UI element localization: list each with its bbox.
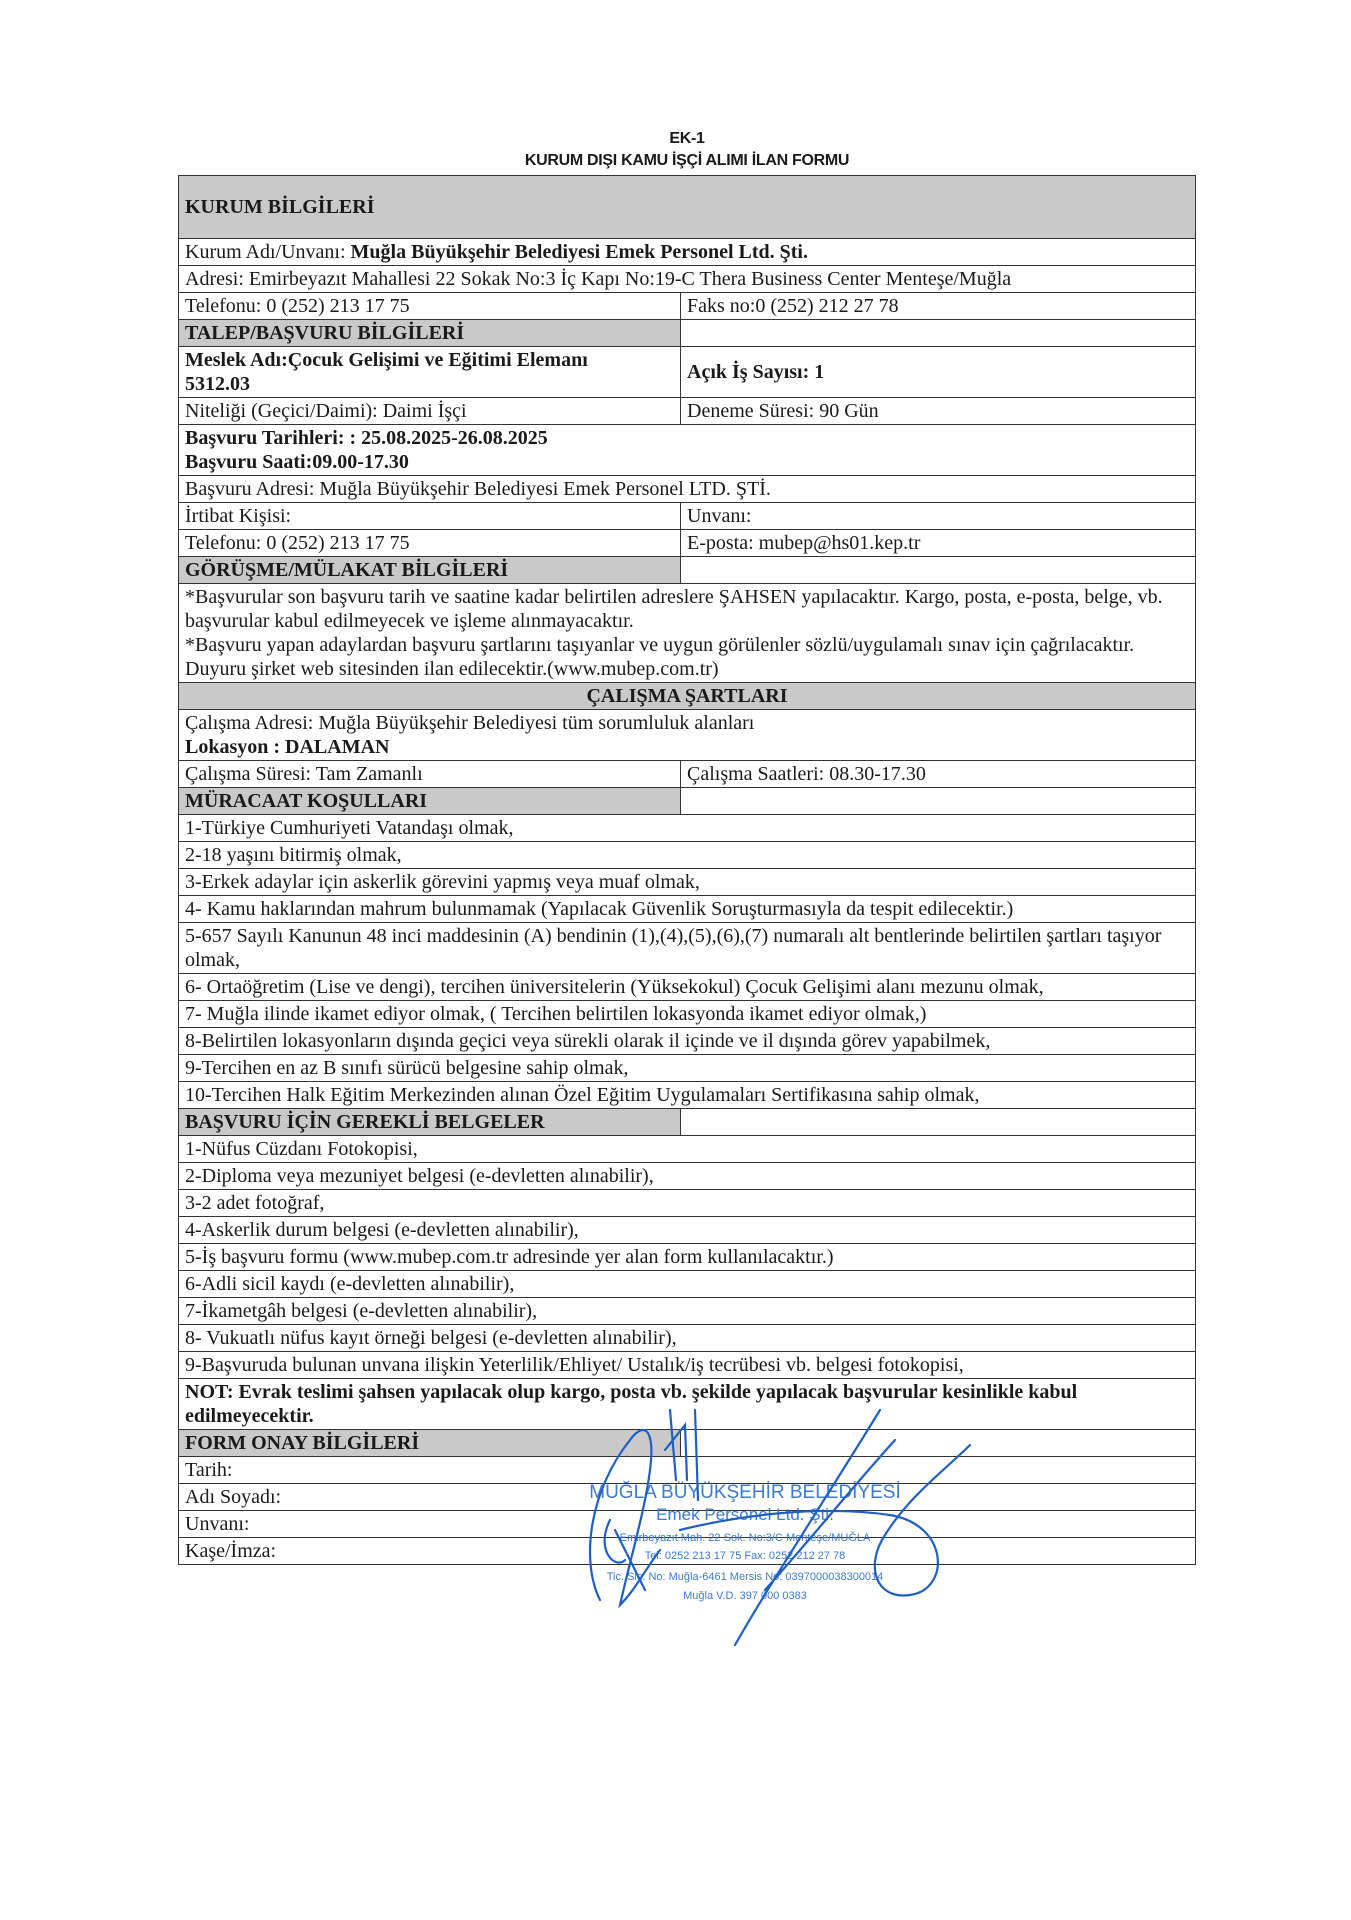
- list-item: 8-Belirtilen lokasyonların dışında geçici veya sürekli olarak il içinde ve il dışında görev yapabilmek,: [179, 1028, 1196, 1055]
- approval-name: Adı Soyadı:: [179, 1484, 1196, 1511]
- contact-title: Unvanı:: [681, 503, 1196, 530]
- phone: Telefonu: 0 (252) 213 17 75: [179, 293, 681, 320]
- application-dates: Başvuru Tarihleri: : 25.08.2025-26.08.2025: [185, 427, 548, 449]
- application-hours: Başvuru Saati:09.00-17.30: [185, 451, 409, 473]
- list-item: 7-İkametgâh belgesi (e-devletten alınabilir),: [179, 1298, 1196, 1325]
- condition-row: [179, 1001, 1196, 1028]
- annex-label: EK-1: [669, 130, 705, 147]
- stamp-line: Muğla V.D. 397 000 0383: [683, 1590, 807, 1602]
- work-duration: Çalışma Süresi: Tam Zamanlı: [179, 761, 681, 788]
- section-header: MÜRACAAT KOŞULLARI: [179, 788, 681, 815]
- nature: Niteliği (Geçici/Daimi): Daimi İşçi: [179, 398, 681, 425]
- approval-title: Unvanı:: [179, 1511, 1196, 1538]
- document-row: [179, 1352, 1196, 1379]
- list-item: 6- Ortaöğretim (Lise ve dengi), tercihen üniversitelerin (Yüksekokul) Çocuk Gelişimi alanı mezunu olmak,: [179, 974, 1196, 1001]
- section-muracaat: [179, 788, 1196, 815]
- note-text: NOT: Evrak teslimi şahsen yapılacak olup kargo, posta vb. şekilde yapılacak başvurular kesinlikle kabul edilmeyecektir.: [185, 1381, 1078, 1427]
- section-header: GÖRÜŞME/MÜLAKAT BİLGİLERİ: [179, 557, 681, 584]
- condition-row: [179, 1082, 1196, 1109]
- address: Adresi: Emirbeyazıt Mahallesi 22 Sokak No:3 İç Kapı No:19-C Thera Business Center Menteşe/Muğla: [179, 266, 1196, 293]
- row-dates: [179, 425, 1196, 476]
- list-item: 9-Başvuruda bulunan unvana ilişkin Yeterlilik/Ehliyet/ Ustalık/iş tecrübesi vb. belgesi fotokopisi,: [179, 1352, 1196, 1379]
- stamp-line: Tic. Sic. No: Muğla-6461 Mersis No: 0397000038300014: [606, 1571, 884, 1583]
- section-belgeler: [179, 1109, 1196, 1136]
- section-header: ÇALIŞMA ŞARTLARI: [179, 683, 1196, 710]
- condition-row: [179, 896, 1196, 923]
- contact-phone: Telefonu: 0 (252) 213 17 75: [179, 530, 681, 557]
- document-row: [179, 1325, 1196, 1352]
- occupation: Meslek Adı:Çocuk Gelişimi ve Eğitimi Elemanı: [185, 349, 588, 371]
- section-header: FORM ONAY BİLGİLERİ: [179, 1430, 681, 1457]
- section-gorusme: [179, 557, 1196, 584]
- section-calisma: [179, 683, 1196, 710]
- condition-row: [179, 842, 1196, 869]
- list-item: 7- Muğla ilinde ikamet ediyor olmak, ( Tercihen belirtilen lokasyonda ikamet ediyor olmak,): [179, 1001, 1196, 1028]
- document-row: [179, 1271, 1196, 1298]
- form-title: KURUM DIŞI KAMU İŞÇİ ALIMI İLAN FORMU: [524, 152, 850, 169]
- section-header: BAŞVURU İÇİN GEREKLİ BELGELER: [179, 1109, 681, 1136]
- section-header: TALEP/BAŞVURU BİLGİLERİ: [179, 320, 681, 347]
- condition-row: [179, 923, 1196, 974]
- stamp-line: Emirbeyazıt Mah. 22 Sok. No:3/C Menteşe/MUĞLA: [619, 1532, 871, 1544]
- row-phone-fax: [179, 293, 1196, 320]
- row-interview-info: [179, 584, 1196, 683]
- institution-name: Muğla Büyükşehir Belediyesi Emek Personel Ltd. Şti.: [350, 241, 808, 263]
- approval-date: Tarih:: [179, 1457, 1196, 1484]
- occupation-code: 5312.03: [185, 373, 250, 395]
- condition-row: [179, 1055, 1196, 1082]
- list-item: 2-18 yaşını bitirmiş olmak,: [179, 842, 1196, 869]
- application-address: Başvuru Adresi: Muğla Büyükşehir Belediyesi Emek Personel LTD. ŞTİ.: [179, 476, 1196, 503]
- probation: Deneme Süresi: 90 Gün: [681, 398, 1196, 425]
- list-item: 2-Diploma veya mezuniyet belgesi (e-devletten alınabilir),: [179, 1163, 1196, 1190]
- section-header: KURUM BİLGİLERİ: [179, 176, 1196, 239]
- condition-row: [179, 1028, 1196, 1055]
- condition-row: [179, 869, 1196, 896]
- approval-stamp-signature: Kaşe/İmza:: [179, 1538, 1196, 1565]
- work-hours: Çalışma Saatleri: 08.30-17.30: [681, 761, 1196, 788]
- list-item: 3-Erkek adaylar için askerlik görevini yapmış veya muaf olmak,: [179, 869, 1196, 896]
- list-item: 4- Kamu haklarından mahrum bulunmamak (Yapılacak Güvenlik Soruşturmasıyla da tespit edilecektir.): [179, 896, 1196, 923]
- contact-person: İrtibat Kişisi:: [179, 503, 681, 530]
- row-contact: [179, 503, 1196, 530]
- list-item: 1-Nüfus Cüzdanı Fotokopisi,: [179, 1136, 1196, 1163]
- list-item: 6-Adli sicil kaydı (e-devletten alınabilir),: [179, 1271, 1196, 1298]
- list-item: 5-İş başvuru formu (www.mubep.com.tr adresinde yer alan form kullanılacaktır.): [179, 1244, 1196, 1271]
- open-positions: Açık İş Sayısı: 1: [687, 361, 825, 383]
- section-kurum: [179, 176, 1196, 239]
- list-item: 5-657 Sayılı Kanunun 48 inci maddesinin (A) bendinin (1),(4),(5),(6),(7) numaralı alt bentlerinde belirtilen şartları taşıyor olmak,: [179, 923, 1196, 974]
- document-row: [179, 1163, 1196, 1190]
- condition-row: [179, 974, 1196, 1001]
- label: Kurum Adı/Unvanı:: [185, 241, 351, 263]
- row-occupation: [179, 347, 1196, 398]
- row-work-time: [179, 761, 1196, 788]
- interview-text-1: *Başvurular son başvuru tarih ve saatine kadar belirtilen adreslere ŞAHSEN yapılacaktır. Kargo, posta, e-posta, belge, vb. başvurular kabul edilmeyecek ve işleme alınmayacaktır.: [185, 586, 1163, 632]
- document-row: [179, 1190, 1196, 1217]
- interview-text-2: *Başvuru yapan adaylardan başvuru şartlarını taşıyanlar ve uygun görülenler sözlü/uygulamalı sınav için çağrılacaktır. Duyuru şirket web sitesinden ilan edilecektir.(www.mubep.com.tr): [185, 634, 1135, 680]
- list-item: 8- Vukuatlı nüfus kayıt örneği belgesi (e-devletten alınabilir),: [179, 1325, 1196, 1352]
- work-location: Lokasyon : DALAMAN: [185, 736, 390, 758]
- list-item: 3-2 adet fotoğraf,: [179, 1190, 1196, 1217]
- row-app-address: [179, 476, 1196, 503]
- announcement-form-table: [178, 175, 1196, 1565]
- list-item: 9-Tercihen en az B sınıfı sürücü belgesine sahip olmak,: [179, 1055, 1196, 1082]
- row-address: [179, 266, 1196, 293]
- row-kurum-name: [179, 239, 1196, 266]
- fax: Faks no:0 (252) 212 27 78: [681, 293, 1196, 320]
- row-work-address: [179, 710, 1196, 761]
- work-address: Çalışma Adresi: Muğla Büyükşehir Belediyesi tüm sorumluluk alanları: [185, 712, 755, 734]
- document-row: [179, 1244, 1196, 1271]
- list-item: 1-Türkiye Cumhuriyeti Vatandaşı olmak,: [179, 815, 1196, 842]
- stamp-line: Tel: 0252 213 17 75 Fax: 0252 212 27 78: [644, 1550, 846, 1562]
- row-nature: [179, 398, 1196, 425]
- contact-email: E-posta: mubep@hs01.kep.tr: [681, 530, 1196, 557]
- list-item: 10-Tercihen Halk Eğitim Merkezinden alınan Özel Eğitim Uygulamaları Sertifikasına sahip olmak,: [179, 1082, 1196, 1109]
- list-item: 4-Askerlik durum belgesi (e-devletten alınabilir),: [179, 1217, 1196, 1244]
- handwritten-signature: [560, 1400, 1060, 1650]
- document-row: [179, 1217, 1196, 1244]
- section-talep: [179, 320, 1196, 347]
- condition-row: [179, 815, 1196, 842]
- stamp-line: Emek Personel Ltd. Şti.: [656, 1505, 834, 1524]
- row-contact-phone: [179, 530, 1196, 557]
- document-row: [179, 1136, 1196, 1163]
- document-row: [179, 1298, 1196, 1325]
- stamp-line: MUĞLA BÜYÜKŞEHİR BELEDİYESİ: [589, 1482, 901, 1503]
